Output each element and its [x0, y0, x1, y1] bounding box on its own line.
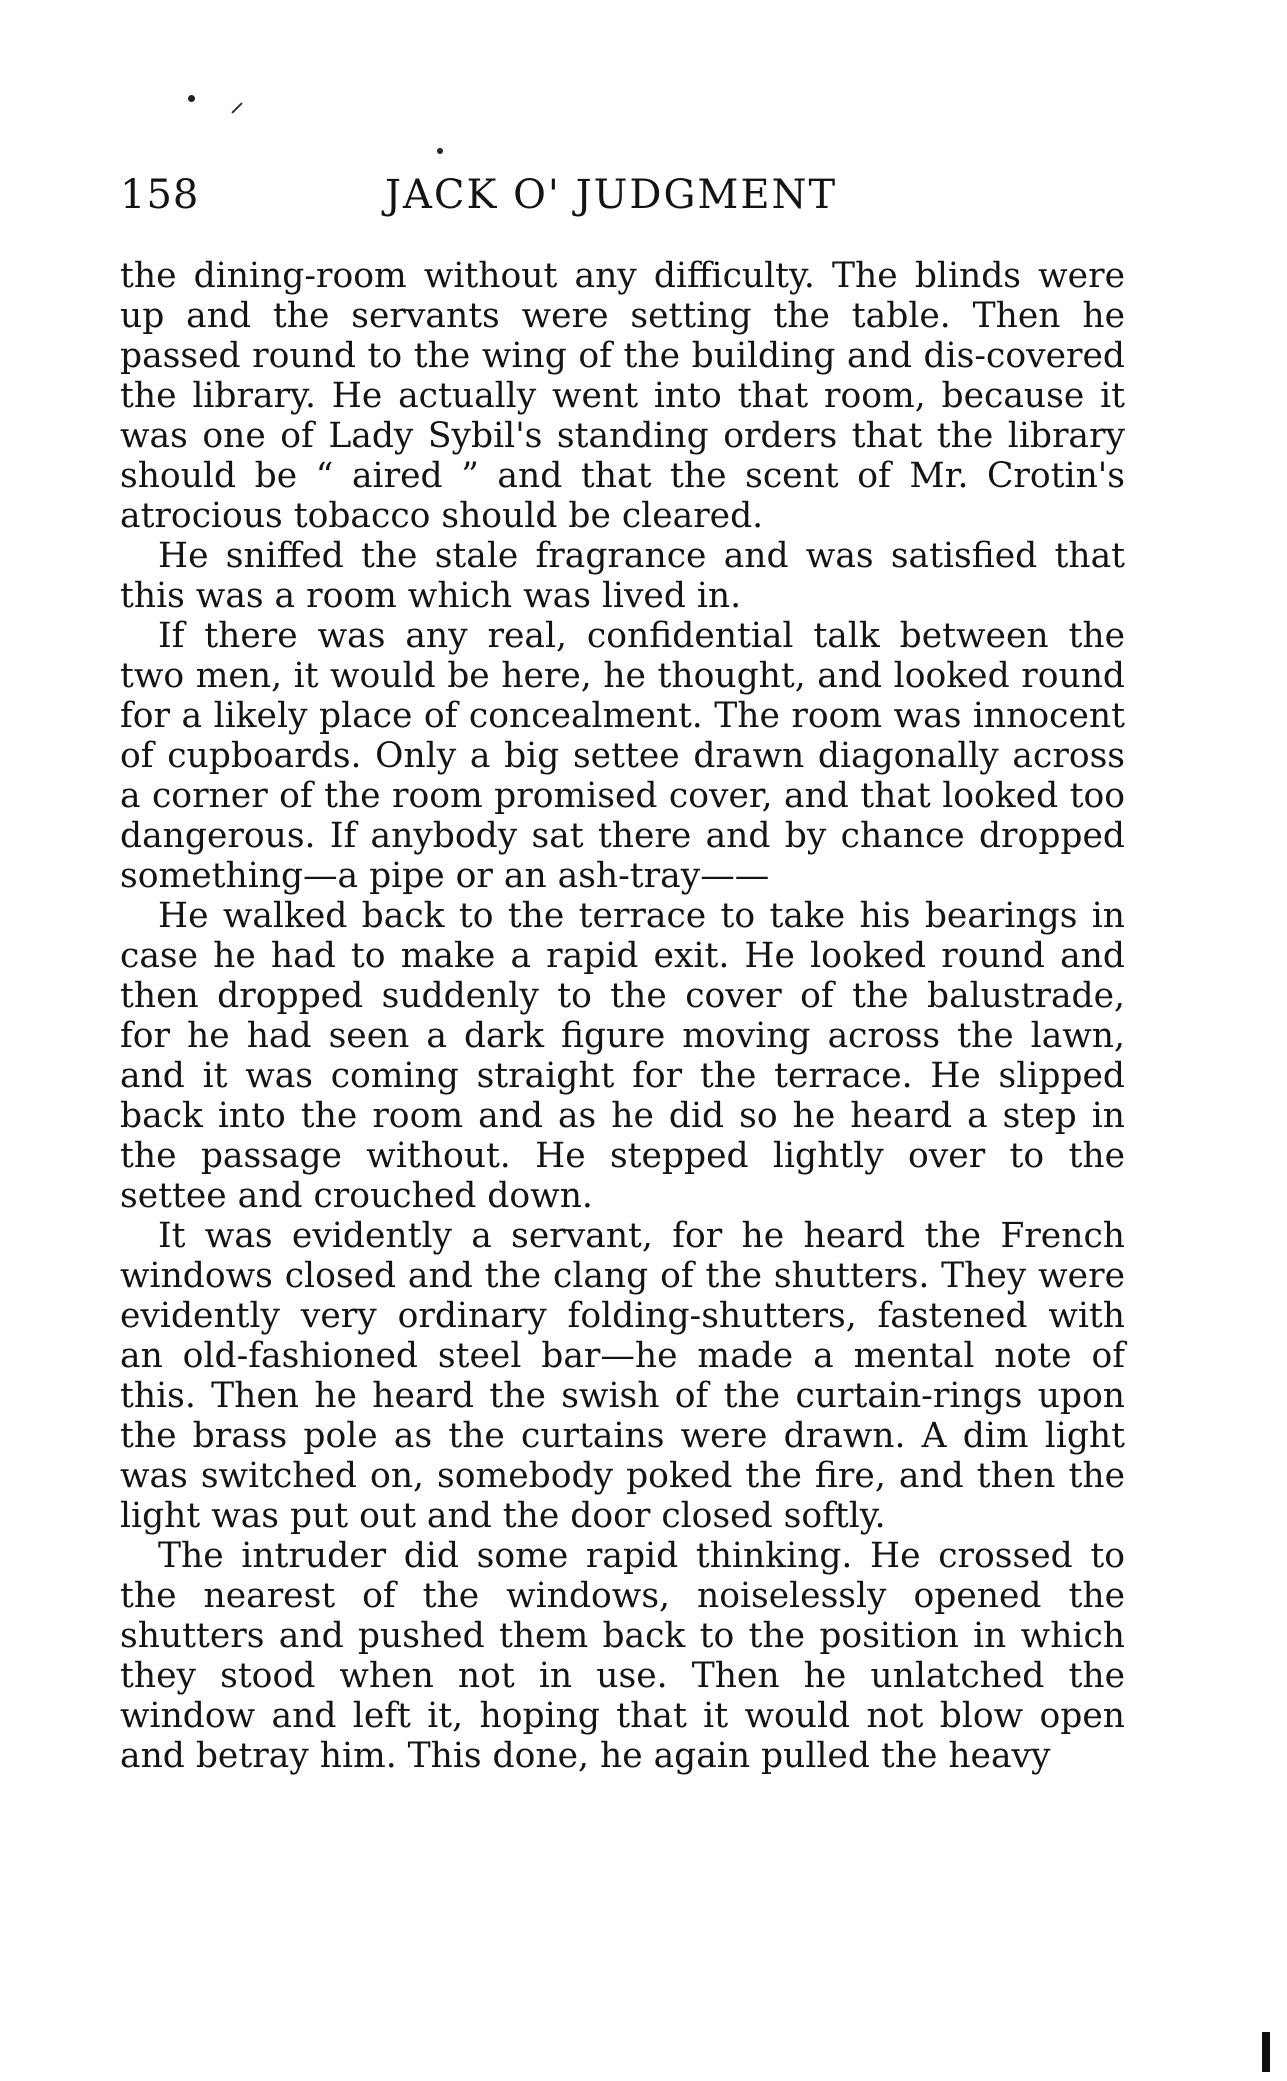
running-title: JACK O' JUDGMENT — [385, 172, 838, 218]
paragraph: The intruder did some rapid thinking. He crossed to the nearest of the windows, noiselessly opened the shutters and pushed them back to the position in which they stood when not in use. Then he unlatched the window and left it, hoping that it would not blow open and betray him. This done, he again pulled the heavy — [120, 1536, 1125, 1776]
paragraph: He sniffed the stale fragrance and was satisfied that this was a room which was lived in. — [120, 536, 1125, 616]
page-number: 158 — [120, 172, 200, 218]
edge-ink-mark — [1262, 2032, 1270, 2072]
book-page — [120, 0, 1125, 2081]
body-text — [120, 256, 1125, 1776]
ink-speck — [437, 148, 443, 154]
paragraph: If there was any real, confidential talk between the two men, it would be here, he thought, and looked round for a likely place of concealment. The room was innocent of cupboards. Only a big settee drawn diagonally across a corner of the room promised cover, and that looked too dangerous. If anybody sat there and by chance dropped something—a pipe or an ash-tray—— — [120, 616, 1125, 896]
paragraph: He walked back to the terrace to take his bearings in case he had to make a rapid exit. He looked round and then dropped suddenly to the cover of the balustrade, for he had seen a dark figure moving across the lawn, and it was coming straight for the terrace. He slipped back into the room and as he did so he heard a step in the passage without. He stepped lightly over to the settee and crouched down. — [120, 896, 1125, 1216]
ink-mark — [231, 102, 242, 113]
paragraph: It was evidently a servant, for he heard the French windows closed and the clang of the shutters. They were evidently very ordinary folding-shutters, fastened with an old-fashioned steel bar—he made a mental note of this. Then he heard the swish of the curtain-rings upon the brass pole as the curtains were drawn. A dim light was switched on, somebody poked the fire, and then the light was put out and the door closed softly. — [120, 1216, 1125, 1536]
paragraph: the dining-room without any difficulty. The blinds were up and the servants were setting the table. Then he passed round to the wing of the building and dis-covered the library. He actually went into that room, because it was one of Lady Sybil's standing orders that the library should be “ aired ” and that the scent of Mr. Crotin's atrocious tobacco should be cleared. — [120, 256, 1125, 536]
running-head — [120, 172, 1125, 232]
ink-speck — [188, 95, 195, 102]
